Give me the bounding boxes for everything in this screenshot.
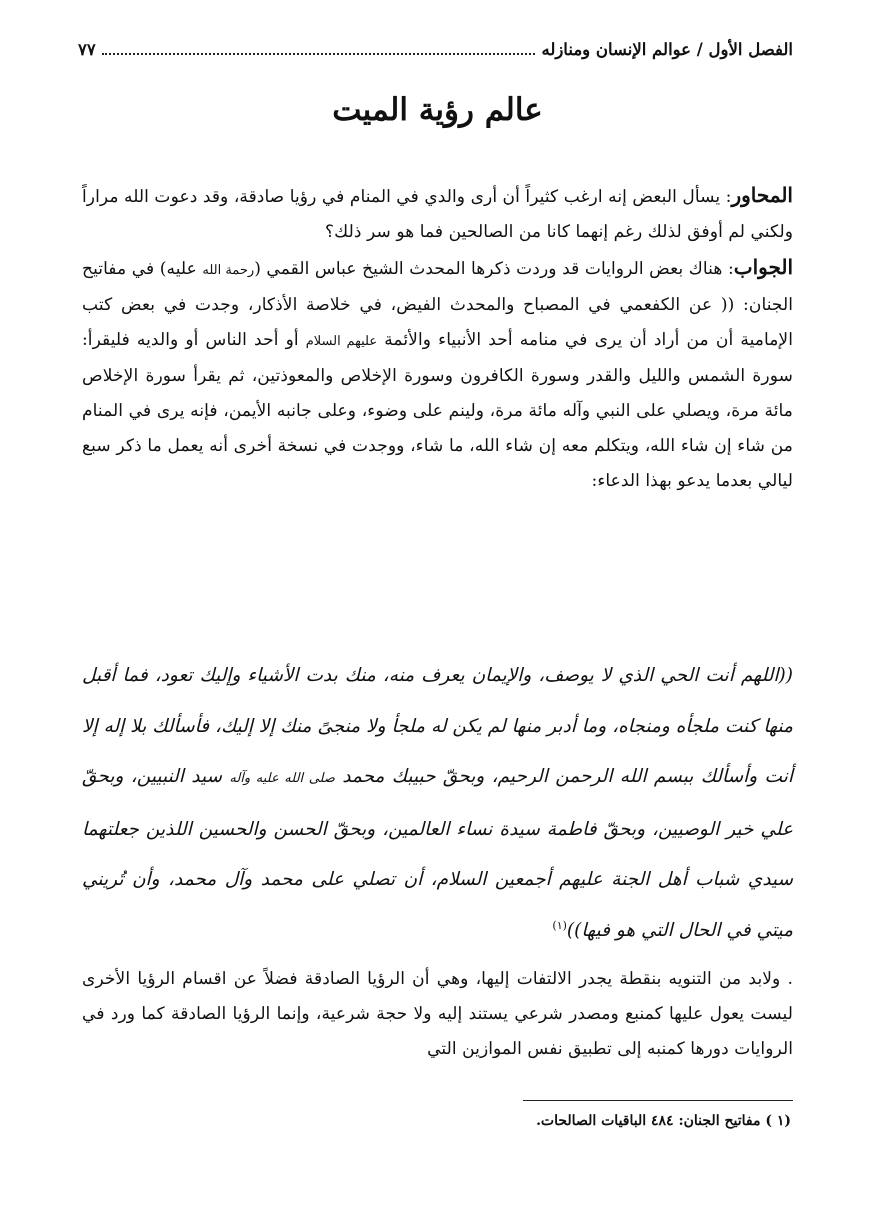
footnote-divider <box>523 1100 793 1101</box>
section-title: عالم رؤية الميت <box>332 92 543 128</box>
question-text: : يسأل البعض إنه ارغب كثيراً أن أرى والدي في المنام في رؤيا صادقة، وقد دعوت الله مراراً ولكني لم أوفق لذلك رغم إنهما كانا من الصالحين فما هو سر ذلك؟ <box>82 187 793 242</box>
continuation-paragraph: . ولابد من التنويه بنقطة يجدر الالتفات إليها، وهي أن الرؤيا الصادقة فضلاً عن اقسام الرؤيا الأخرى ليست يعول عليها كمنبع ومصدر شرعي يستند إليه ولا حجة شرعية، وإنما الرؤيا الصادقة كما ورد في الروايات دورها كمنبه إلى تطبيق نفس الموازين التي <box>82 969 793 1059</box>
question-paragraph <box>82 178 793 250</box>
footnote-reference[interactable]: (١) <box>552 918 567 932</box>
question-label: المحاور <box>731 183 793 207</box>
answer-label: الجواب <box>733 255 794 279</box>
honorific-salawat: صلى الله عليه وآله <box>229 771 335 786</box>
answer-text-3: أو أحد الناس أو والديه فليقرأ: سورة الشمس والليل والقدر وسورة الكافرون وسورة الإخلاص والمعوذتين، ثم يقرأ سورة الإخلاص مائة مرة، ويصلي على النبي وآله مائة مرة، ولينم على وضوء، وعلى جانبه الأيمن، فإنه يرى في المنام من شاء إن شاء الله، ويتكلم معه إن شاء الله، ما شاء، ووجدت في نسخة أخرى أنه يعمل ما ذكر سبع ليالي بعدما يدعو بهذا الدعاء: <box>82 330 793 491</box>
honorific-rahmatullah: رحمة الله <box>202 263 255 278</box>
question-answer-block <box>82 178 793 499</box>
footnote: (١ ) مفاتيح الجنان: ٤٨٤ الباقيات الصالحات. <box>536 1113 791 1129</box>
prayer-paragraph <box>82 651 793 956</box>
answer-text-2: عليه) في مفاتيح الجنان: (( عن الكفعمي في المصباح والمحدث الفيض، في خلاصة الأذكار، وجدت في بعض كتب الإمامية أن من أراد أن يرى في منامه أحد الأنبياء والأئمة <box>82 259 793 350</box>
leader-dots <box>102 53 536 55</box>
running-header <box>78 34 793 64</box>
answer-text-1: : هناك بعض الروايات قد وردت ذكرها المحدث الشيخ عباس القمي ( <box>254 259 734 279</box>
prayer-text-1: ((اللهم أنت الحي الذي لا يوصف، والإيمان يعرف منه، منك بدت الأشياء وإليك تعود، فما أقبل منها كنت ملجأه ومنجاه، وما أدبر منها لم يكن له ملجأ ولا منجىً منك إلا إليك، فأسألك بلا إله إلا أنت وأسألك ببسم الله الرحمن الرحيم، وبحقّ حبيبك محمد <box>82 665 793 787</box>
chapter-title: الفصل الأول / عوالم الإنسان ومنازله <box>541 39 793 59</box>
page-number: ٧٧ <box>78 39 96 59</box>
answer-paragraph <box>82 250 793 499</box>
prayer-text-2: سيد النبيين، وبحقّ علي خير الوصيين، وبحقّ فاطمة سيدة نساء العالمين، وبحقّ الحسن والحسين اللذين جعلتهما سيدي شباب أهل الجنة عليهم أجمعين السلام، أن تصلي على محمد وآل محمد، وأن تُريني ميتي في الحال التي هو فيها)) <box>82 766 793 941</box>
honorific-alayhim-salam: عليهم السلام <box>305 334 378 349</box>
